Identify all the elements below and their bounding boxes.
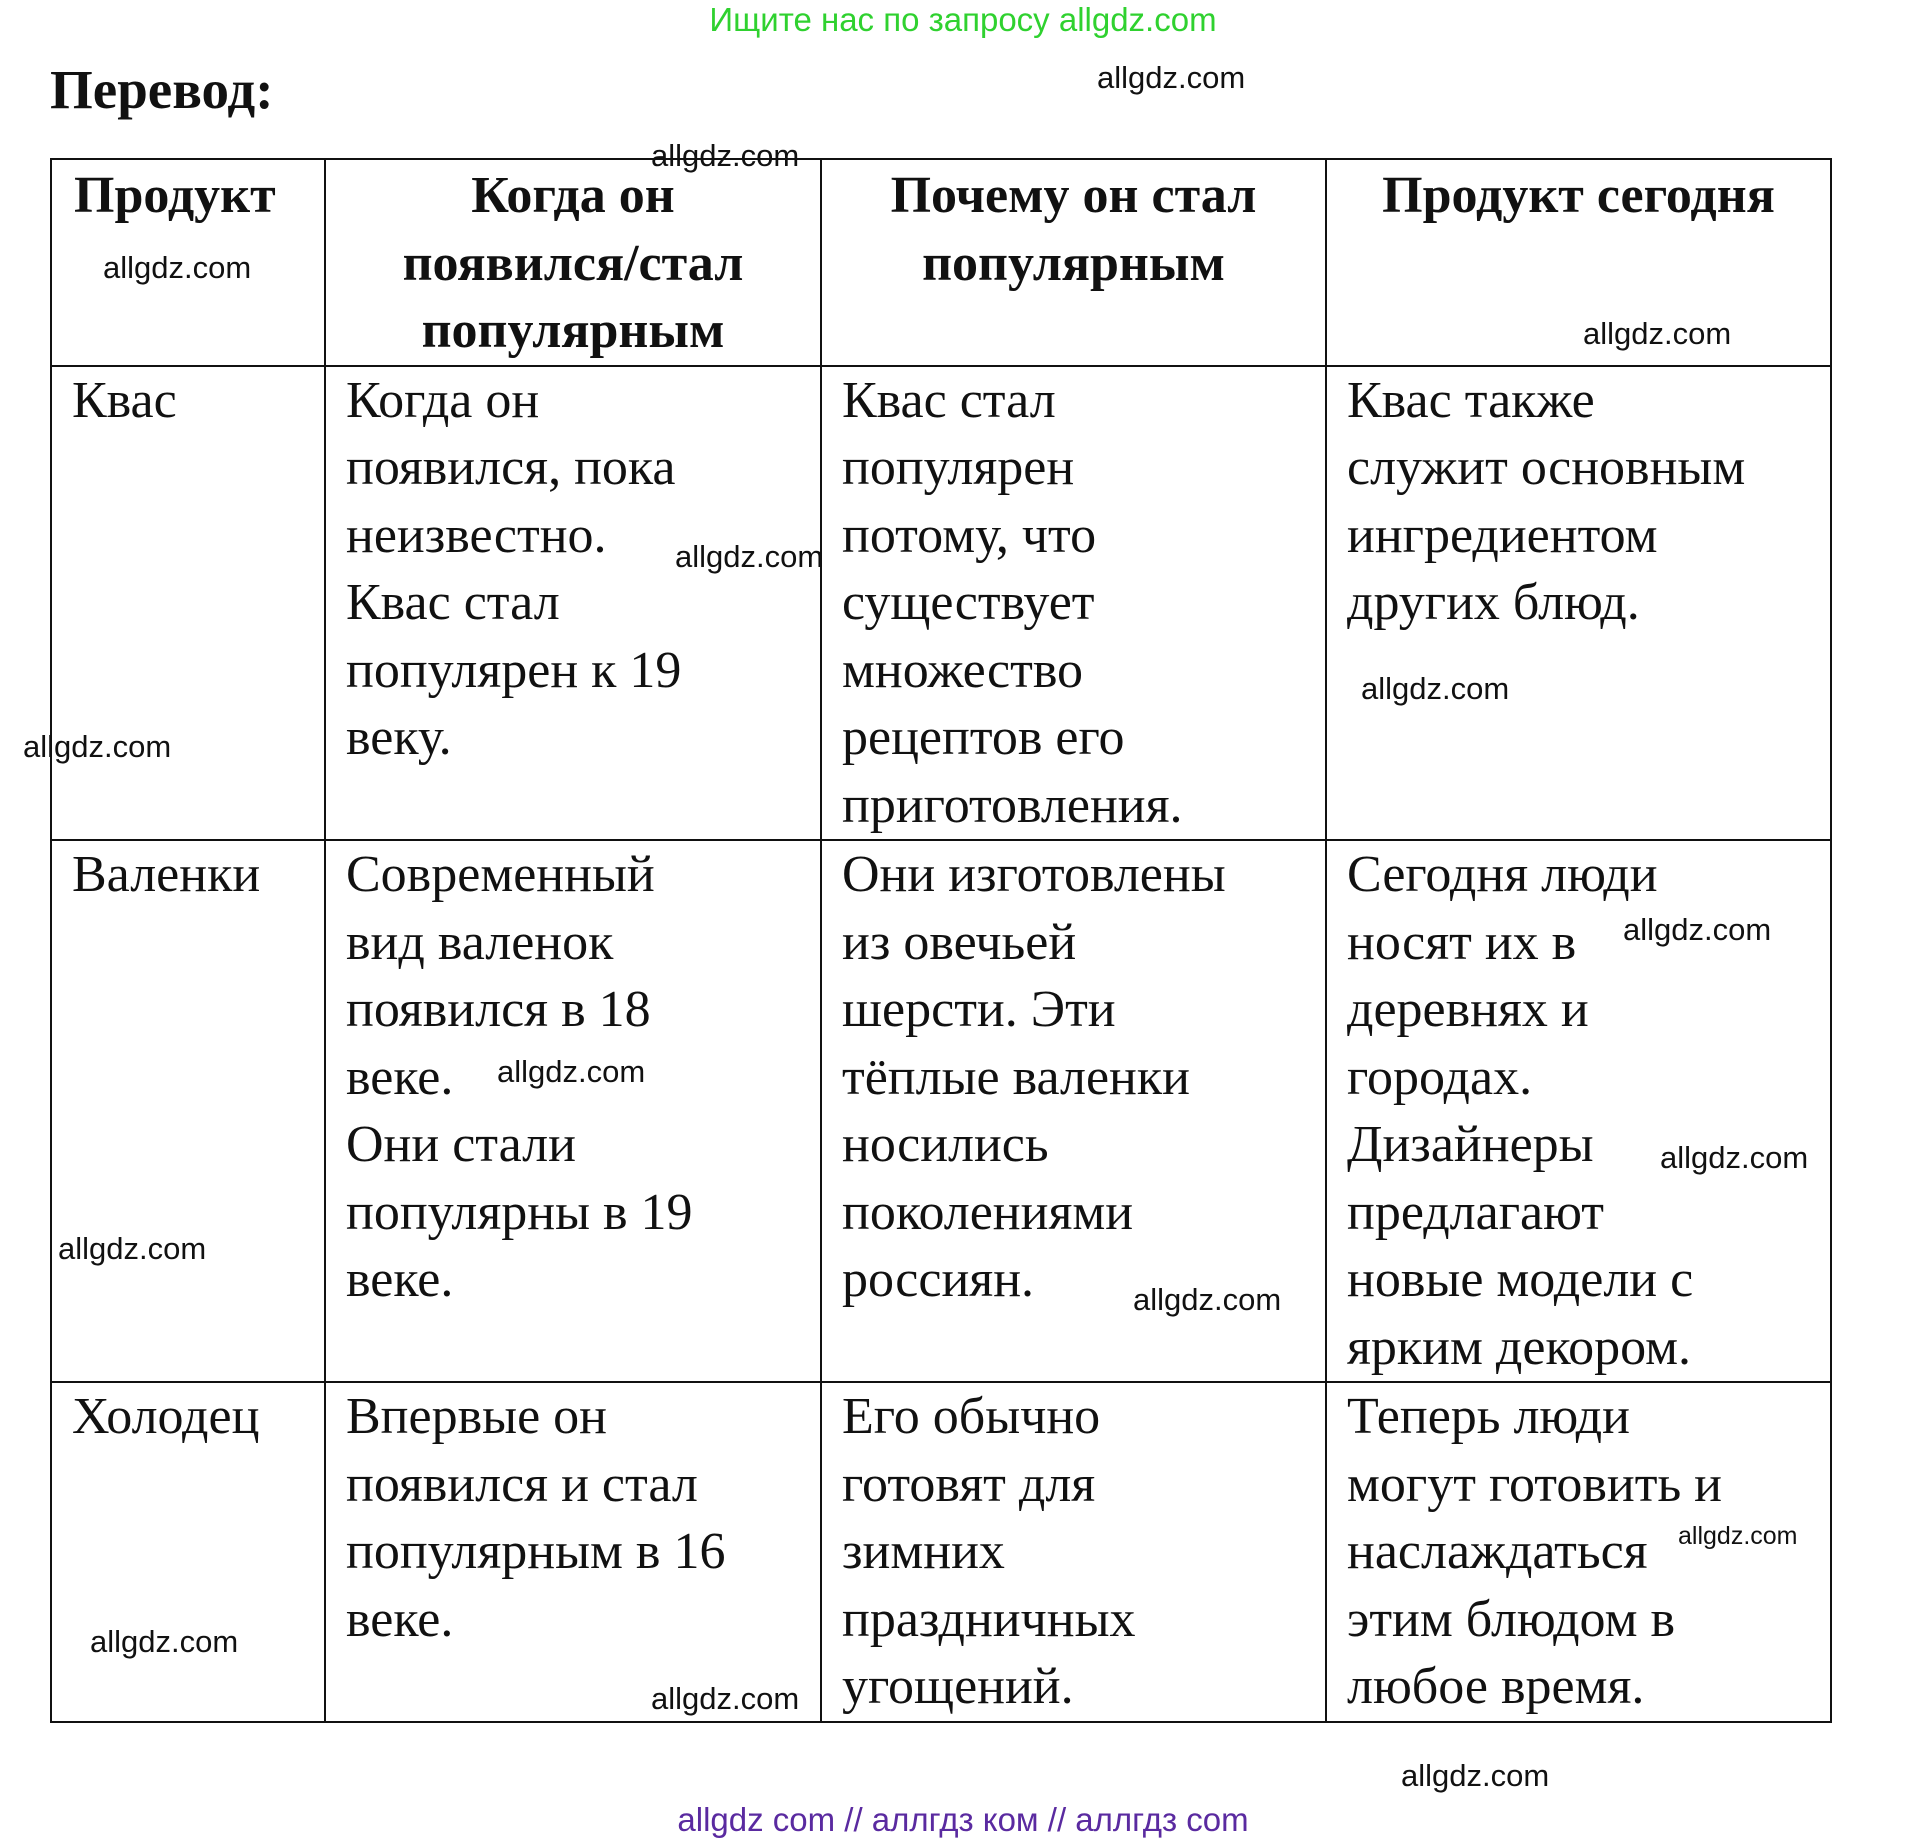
header-when: Когда он появился/стал популярным — [325, 159, 821, 366]
header-row — [51, 159, 1831, 366]
cell-why: Квас стал популярен потому, что существует множество рецептов его приготовления. — [821, 366, 1326, 841]
cell-when: Впервые он появился и стал популярным в 16 веке. — [325, 1382, 821, 1722]
search-banner: Ищите нас по запросу allgdz.com — [709, 1, 1217, 38]
cell-product: Холодец — [51, 1382, 325, 1722]
cell-why: Они изготовлены из овечьей шерсти. Эти тёплые валенки носились поколениями россиян. — [821, 840, 1326, 1382]
watermark: allgdz.com — [1401, 1758, 1550, 1793]
footer-links: allgdz com // аллгдз ком // аллгдз com — [677, 1801, 1249, 1838]
cell-product: Валенки — [51, 840, 325, 1382]
watermark: allgdz.com — [497, 1054, 646, 1089]
translation-table — [50, 158, 1832, 1723]
cell-when: Современный вид валенок появился в 18 веке. Они стали популярны в 19 веке. — [325, 840, 821, 1382]
cell-today: Теперь люди могут готовить и наслаждаться этим блюдом в любое время. — [1326, 1382, 1831, 1722]
table-row — [51, 366, 1831, 841]
watermark: allgdz.com — [103, 250, 252, 285]
watermark: allgdz.com — [1097, 60, 1246, 95]
watermark: allgdz.com — [651, 1681, 800, 1716]
watermark: allgdz.com — [675, 539, 824, 574]
watermark: allgdz.com — [90, 1624, 239, 1659]
table-row — [51, 1382, 1831, 1722]
watermark: allgdz.com — [1623, 912, 1772, 947]
cell-today: Квас также служит основным ингредиентом других блюд. — [1326, 366, 1831, 841]
cell-when: Когда он появился, пока неизвестно. Квас стал популярен к 19 веку. — [325, 366, 821, 841]
page-title: Перевод: — [50, 59, 274, 120]
watermark: allgdz.com — [1583, 316, 1732, 351]
watermark: allgdz.com — [23, 729, 172, 764]
cell-today: Сегодня люди носят их в деревнях и городах. Дизайнеры предлагают новые модели с ярким декором. — [1326, 840, 1831, 1382]
header-product: Продукт — [51, 159, 325, 366]
watermark: allgdz.com — [1361, 671, 1510, 706]
table-row — [51, 840, 1831, 1382]
header-why: Почему он стал популярным — [821, 159, 1326, 366]
watermark: allgdz.com — [1660, 1140, 1809, 1175]
watermark: allgdz.com — [1678, 1522, 1798, 1550]
cell-product: Квас — [51, 366, 325, 841]
watermark: allgdz.com — [58, 1231, 207, 1266]
watermark: allgdz.com — [651, 138, 800, 173]
cell-why: Его обычно готовят для зимних праздничных угощений. — [821, 1382, 1326, 1722]
header-today: Продукт сегодня — [1326, 159, 1831, 366]
watermark: allgdz.com — [1133, 1282, 1282, 1317]
